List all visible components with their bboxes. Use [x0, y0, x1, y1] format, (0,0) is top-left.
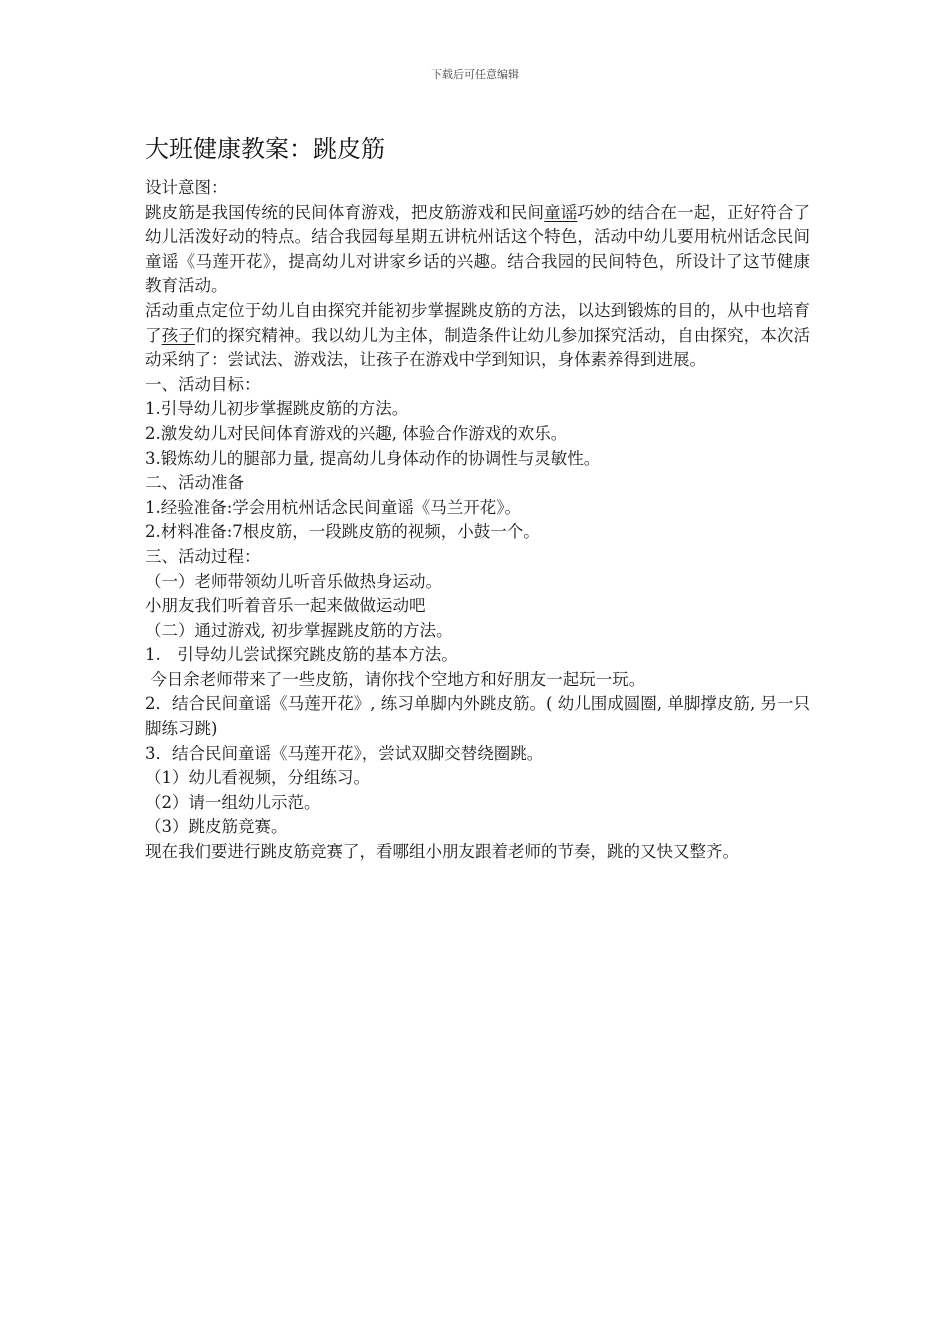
prep-item: 1.经验准备:学会用杭州话念民间童谣《马兰开花》。	[145, 497, 522, 517]
document-body	[145, 132, 810, 865]
design-intent-heading: 设计意图：	[145, 178, 228, 197]
page-header: 下载后可任意编辑	[431, 68, 519, 81]
document-title: 大班健康教案：跳皮筋	[145, 135, 385, 163]
process-line: 小朋友我们听着音乐一起来做做运动吧	[145, 596, 426, 616]
process-heading: 三、活动过程：	[145, 546, 261, 566]
process-line: （2）请一组幼儿示范。	[145, 792, 321, 812]
process-line: （1）幼儿看视频，分组练习。	[145, 768, 370, 788]
prep-item: 2.材料准备:7根皮筋，一段跳皮筋的视频，小鼓一个。	[145, 522, 540, 542]
process-line: 2．结合民间童谣《马莲开花》, 练习单脚内外跳皮筋。( 幼儿围成圆圈, 单脚撑皮筋, 另一只脚练习跳)	[145, 694, 810, 739]
design-intent-paragraph-1: 跳皮筋是我国传统的民间体育游戏，把皮筋游戏和民间童谣巧妙的结合在一起，正好符合了幼儿活泼好动的特点。结合我园每星期五讲杭州话这个特色，活动中幼儿要用杭州话念民间童谣《马莲开花》，提高幼儿对讲家乡话的兴趣。结合我园的民间特色，所设计了这节健康教育活动。	[145, 202, 811, 296]
process-line: （3）跳皮筋竞赛。	[145, 817, 288, 837]
goal-item: 2.激发幼儿对民间体育游戏的兴趣, 体验合作游戏的欢乐。	[145, 423, 568, 443]
underlined-term: 孩子	[161, 325, 195, 345]
process-line: （一）老师带领幼儿听音乐做热身运动。	[145, 571, 442, 591]
goals-heading: 一、活动目标：	[145, 374, 261, 394]
prep-heading: 二、活动准备	[145, 473, 244, 493]
process-line: 1. 引导幼儿尝试探究跳皮筋的基本方法。	[145, 645, 458, 665]
process-line: 现在我们要进行跳皮筋竞赛了，看哪组小朋友跟着老师的节奏，跳的又快又整齐。	[145, 842, 739, 862]
process-line: （二）通过游戏, 初步掌握跳皮筋的方法。	[145, 620, 453, 640]
design-intent-paragraph-2: 活动重点定位于幼儿自由探究并能初步掌握跳皮筋的方法，以达到锻炼的目的，从中也培育了孩子们的探究精神。我以幼儿为主体，制造条件让幼儿参加探究活动，自由探究，本次活动采纳了：尝试法、游戏法，让孩子在游戏中学到知识，身体素养得到进展。	[145, 300, 811, 370]
process-line: 今日余老师带来了一些皮筋，请你找个空地方和好朋友一起玩一玩。	[145, 669, 646, 689]
goal-item: 1.引导幼儿初步掌握跳皮筋的方法。	[145, 399, 409, 419]
goal-item: 3.锻炼幼儿的腿部力量, 提高幼儿身体动作的协调性与灵敏性。	[145, 448, 601, 468]
process-line: 3．结合民间童谣《马莲开花》，尝试双脚交替绕圈跳。	[145, 743, 544, 763]
underlined-term: 童谣	[544, 202, 578, 222]
